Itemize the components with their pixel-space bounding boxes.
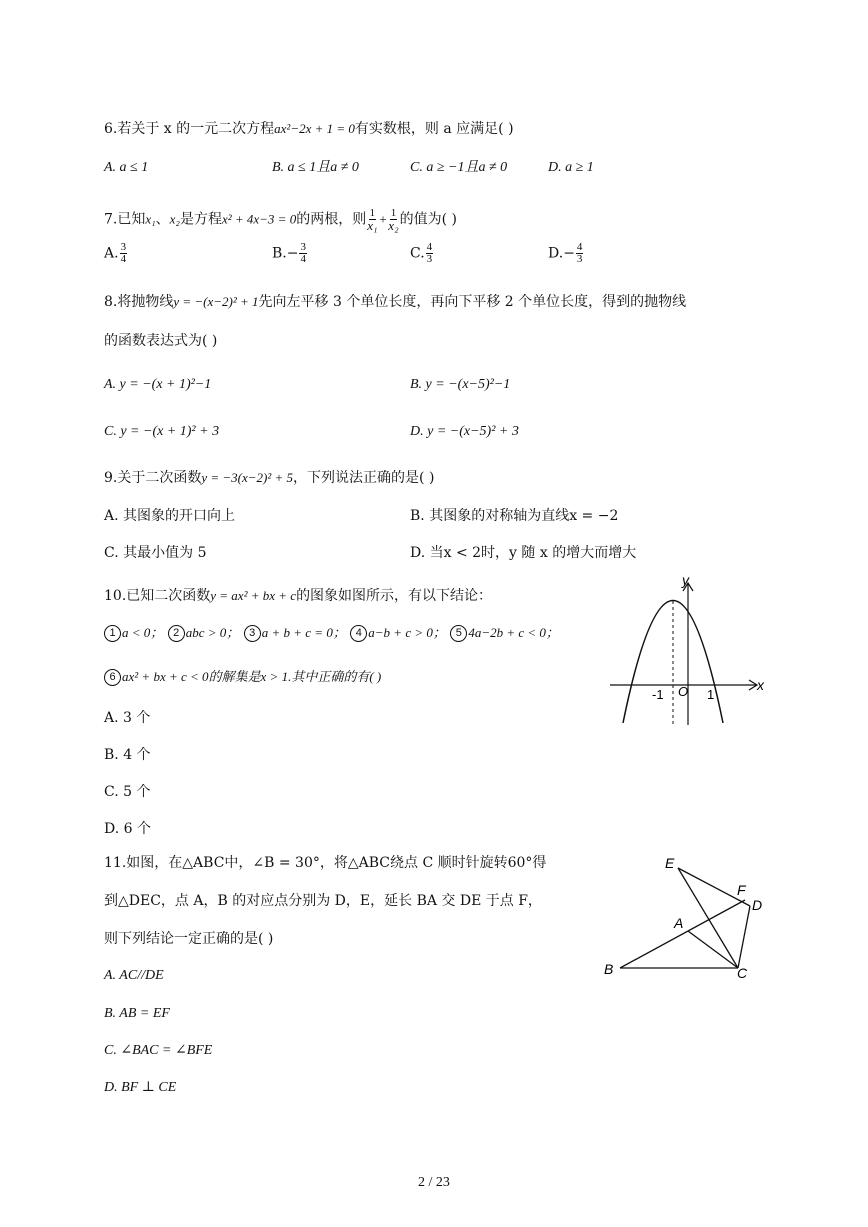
q11-line1: 11.如图，在△ABC中，∠B = 30°，将△ABC绕点 C 顺时针旋转60°得 xyxy=(104,855,547,871)
q8-equation: y = −(x−2)² + 1 xyxy=(173,294,259,309)
q6-option-d: D. a ≥ 1 xyxy=(548,160,594,175)
point-label-F: F xyxy=(737,882,746,898)
q10-stem-suffix: 的图象如图所示，有以下结论： xyxy=(296,588,493,604)
q7-option-b: B.− $\frac{3}{4}$ xyxy=(272,241,306,265)
q7-suffix-post: 的值为( ) xyxy=(399,211,457,228)
q8-stem-prefix: 8.将抛物线 xyxy=(104,294,174,310)
q11-option-d: D. BF ⊥ CE xyxy=(104,1080,177,1095)
axis-label-y: y xyxy=(682,573,689,588)
q10-stem-prefix: 10.已知二次函数 xyxy=(104,588,211,604)
point-label-A: A xyxy=(674,915,684,931)
q7-equation: x² + 4x−3 = 0 xyxy=(221,211,297,227)
conclusion-1: a < 0； xyxy=(122,625,164,640)
tick-label-1: 1 xyxy=(707,687,715,702)
q10-option-b: B. 4 个 xyxy=(104,747,151,763)
q7-middle: 是方程 xyxy=(179,211,222,228)
origin-label: O xyxy=(678,684,689,699)
conclusion-4: a−b + c > 0； xyxy=(368,625,446,640)
q11-line2: 到△DEC，点 A，B 的对应点分别为 D，E，延长 BA 交 DE 于点 F， xyxy=(104,893,542,909)
q10-option-d: D. 6 个 xyxy=(104,821,151,837)
segment-AC xyxy=(688,931,738,968)
q8-stem xyxy=(104,292,686,312)
point-label-E: E xyxy=(665,855,675,871)
q10-conclusions xyxy=(104,623,559,643)
tick-label-neg-1: -1 xyxy=(652,687,664,702)
q8-option-b: B. y = −(x−5)²−1 xyxy=(410,377,511,392)
q7-x2: x₂ xyxy=(169,211,180,227)
point-label-B: B xyxy=(604,961,614,977)
q10-option-a: A. 3 个 xyxy=(104,710,151,726)
q11-option-c: C. ∠BAC = ∠BFE xyxy=(104,1043,213,1058)
q9-option-d: D. 当x < 2时，y 随 x 的增大而增大 xyxy=(410,545,637,561)
conclusion-6: ax² + bx + c < 0的解集是x > 1.其中正确的有( ) xyxy=(122,669,382,684)
conclusion-num-6: 6 xyxy=(104,669,121,686)
segment-BF xyxy=(620,900,745,968)
segment-DC xyxy=(738,906,750,968)
conclusion-5: 4a−2b + c < 0； xyxy=(468,625,559,640)
q7-option-d: D.− $\frac{4}{3}$ xyxy=(548,241,583,265)
q7-stem-prefix: 7.已知 xyxy=(104,211,146,228)
q7-option-c: C. $\frac{4}{3}$ xyxy=(410,241,433,265)
q6-stem-suffix: 有实数根，则 a 应满足( ) xyxy=(354,121,514,137)
q9-stem-prefix: 9.关于二次函数 xyxy=(104,470,202,486)
q9-stem-suffix: ，下列说法正确的是( ) xyxy=(293,470,435,486)
q8-option-c: C. y = −(x + 1)² + 3 xyxy=(104,424,220,439)
q10-option-c: C. 5 个 xyxy=(104,784,151,800)
q9-option-b: B. 其图象的对称轴为直线x = −2 xyxy=(410,508,619,524)
q7-fraction-2: $\frac{1}{\text{x₂}}$ xyxy=(388,207,399,233)
conclusion-num-5: 5 xyxy=(450,625,467,642)
q8-option-d: D. y = −(x−5)² + 3 xyxy=(410,424,519,439)
axis-label-x: x xyxy=(757,677,764,693)
q7-sep: 、 xyxy=(155,211,170,228)
segment-EC xyxy=(678,868,738,968)
conclusion-3: a + b + c = 0； xyxy=(261,625,346,640)
q11-line3: 则下列结论一定正确的是( ) xyxy=(104,931,274,947)
q7-suffix-pre: 的两根，则 xyxy=(296,211,367,228)
q6-option-c: C. a ≥ −1且a ≠ 0 xyxy=(410,160,508,175)
q7-option-a: A. $\frac{3}{4}$ xyxy=(104,241,127,265)
q7-fraction-1: $\frac{1}{\text{x₁}}$ xyxy=(367,207,378,233)
q6-option-b: B. a ≤ 1且a ≠ 0 xyxy=(272,160,359,175)
q6-stem-prefix: 6.若关于 x 的一元二次方程 xyxy=(104,121,275,137)
q11-option-a: A. AC//DE xyxy=(104,968,164,983)
q6-stem xyxy=(104,119,514,139)
q9-option-a: A. 其图象的开口向上 xyxy=(104,508,236,524)
q9-option-c: C. 其最小值为 5 xyxy=(104,545,207,561)
point-label-C: C xyxy=(737,965,748,981)
q11-option-b: B. AB = EF xyxy=(104,1006,170,1021)
q7-stem xyxy=(104,208,457,231)
conclusion-num-1: 1 xyxy=(104,625,121,642)
point-label-D: D xyxy=(752,897,763,913)
page-number: 2 / 23 xyxy=(418,1175,450,1190)
q6-option-a: A. a ≤ 1 xyxy=(104,160,149,175)
q8-stem-line2: 的函数表达式为( ) xyxy=(104,333,218,349)
q10-equation: y = ax² + bx + c xyxy=(210,588,297,603)
q10-conclusion-6-line xyxy=(104,667,381,687)
conclusion-2: abc > 0； xyxy=(185,625,240,640)
q6-equation: ax²−2x + 1 = 0 xyxy=(274,121,355,136)
q8-stem-suffix: 先向左平移 3 个单位长度，再向下平移 2 个单位长度，得到的抛物线 xyxy=(258,294,687,310)
q11-triangle-figure xyxy=(600,850,770,985)
conclusion-num-3: 3 xyxy=(244,625,261,642)
conclusion-num-4: 4 xyxy=(350,625,367,642)
q7-x1: x₁ xyxy=(145,211,156,227)
q8-option-a: A. y = −(x + 1)²−1 xyxy=(104,377,212,392)
q10-parabola-graph xyxy=(605,573,775,728)
q7-plus: + xyxy=(378,211,388,227)
conclusion-num-2: 2 xyxy=(168,625,185,642)
q9-stem xyxy=(104,468,434,488)
q9-equation: y = −3(x−2)² + 5 xyxy=(201,470,294,485)
q10-stem xyxy=(104,586,492,606)
